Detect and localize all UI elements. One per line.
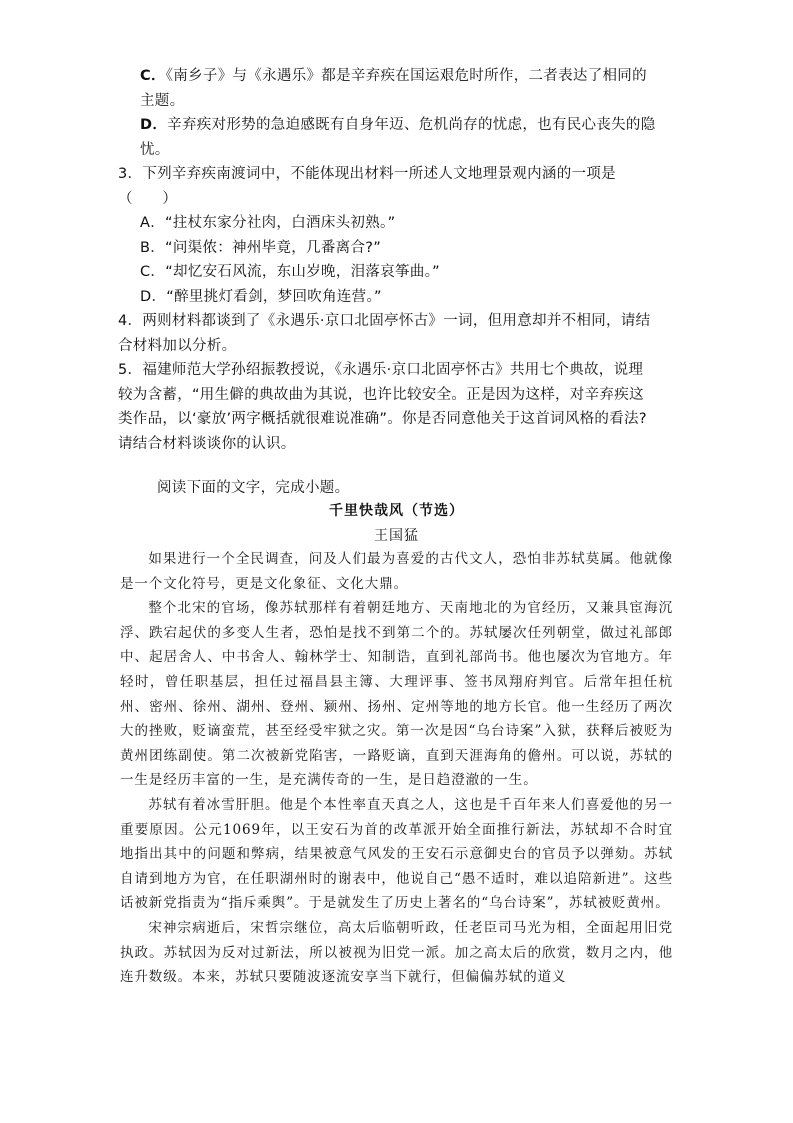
- article-paragraph: 苏轼有着冰雪肝胆。他是个本性率直天真之人，这也是千百年来人们喜爱他的另一重要原因。公元1069年，以王安石为首的改革派开始全面推行新法，苏轼却不合时宜地指出其中的问题和弊病，结果被意气风发的王安石示意御史台的官员予以弹劾。苏轼自请到地方为官，在任职湖州时的谢表中，他说自己“愚不适时，难以追陪新进”。这些话被新党指责为“指斥乘舆”。于是就发生了历史上著名的“乌台诗案”，苏轼被贬黄州。: [120, 796, 673, 912]
- reading-instruction: 阅读下面的文字，完成小题。: [157, 480, 350, 496]
- option-text: 辛弃疾对形势的急迫感既有自身年迈、危机尚存的忧虑，也有民心丧失的隐: [167, 117, 656, 133]
- article-paragraph: 宋神宗病逝后，宋哲宗继位，高太后临朝听政，任老臣司马光为相，全面起用旧党执政。苏轼因为反对过新法，所以被视为旧党一派。加之高太后的欣赏，数月之内，他连升数级。本来，苏轼只要随波逐流安享当下就行，但偏偏苏轼的道义: [120, 919, 673, 986]
- option-label: D．: [140, 117, 168, 133]
- question-5-line-2: 较为含蓄，“用生僻的典故曲为其说，也许比较安全。正是因为这样，对辛弃疾这: [118, 386, 644, 403]
- question-5-line-1: 5．福建师范大学孙绍振教授说，《永遇乐·京口北固亭怀古》共用七个典故，说理: [118, 362, 644, 378]
- article-author: 王国猛: [374, 528, 419, 544]
- option-text: 《南乡子》与《永遇乐》都是辛弃疾在国运艰危时所作，二者表达了相同的: [165, 68, 647, 84]
- q3-option-a: A．“拄杖东家分社肉，白酒床头初熟。”: [140, 215, 396, 231]
- q2-option-c-continuation: 主题。: [140, 92, 185, 109]
- question-3-stem: 3．下列辛弃疾南渡词中，不能体现出材料一所述人文地理景观内涵的一项是: [118, 166, 616, 182]
- q3-option-d: D．“醉里挑灯看剑，梦回吹角连营。”: [140, 288, 382, 305]
- q3-option-b: B．“问渠侬：神州毕竟，几番离合?”: [140, 239, 382, 256]
- question-3-answer-blank: （ ）: [118, 190, 178, 207]
- option-label: C．: [140, 68, 166, 84]
- q3-option-c: C．“却忆安石风流，东山岁晚，泪落哀筝曲。”: [140, 264, 440, 280]
- q2-option-d-continuation: 忧。: [140, 141, 170, 158]
- article-body: [120, 547, 673, 990]
- article-title: 千里快哉风（节选）: [329, 503, 464, 519]
- question-4-line-1: 4．两则材料都谈到了《永遇乐·京口北固亭怀古》一词，但用意却并不相同，请结: [118, 313, 651, 329]
- question-5-line-4: 请结合材料谈谈你的认识。: [118, 435, 296, 452]
- question-5-line-3: 类作品，以‘豪放’两字概括就很难说准确”。你是否同意他关于这首词风格的看法?: [118, 411, 647, 427]
- article-paragraph: 如果进行一个全民调查，问及人们最为喜爱的古代文人，恐怕非苏轼莫属。他就像是一个文化符号，更是文化象征、文化大鼎。: [120, 551, 673, 592]
- question-4-line-2: 合材料加以分析。: [118, 337, 237, 354]
- q2-option-c: [140, 64, 647, 89]
- q2-option-d: [140, 113, 656, 138]
- article-paragraph: 整个北宋的官场，像苏轼那样有着朝廷地方、天南地北的为官经历，又兼具宦海沉浮、跌宕起伏的多变人生者，恐怕是找不到第二个的。苏轼屡次任列朝堂，做过礼部郎中、起居舍人、中书舍人、翰林学士、知制诰，直到礼部尚书。他也屡次为官地方。年轻时，曾任职基层，担任过福昌县主簿、大理评事、签书凤翔府判官。后常年担任杭州、密州、徐州、湖州、登州、颍州、扬州、定州等地的地方长官。他一生经历了两次大的挫败，贬谪蛮荒，甚至经受牢狱之灾。第一次是因“乌台诗案”入狱，获释后被贬为黄州团练副使。第二次被新党陷害，一路贬谪，直到天涯海角的儋州。可以说，苏轼的一生是经历丰富的一生，是充满传奇的一生，是日趋澄澈的一生。: [120, 600, 673, 789]
